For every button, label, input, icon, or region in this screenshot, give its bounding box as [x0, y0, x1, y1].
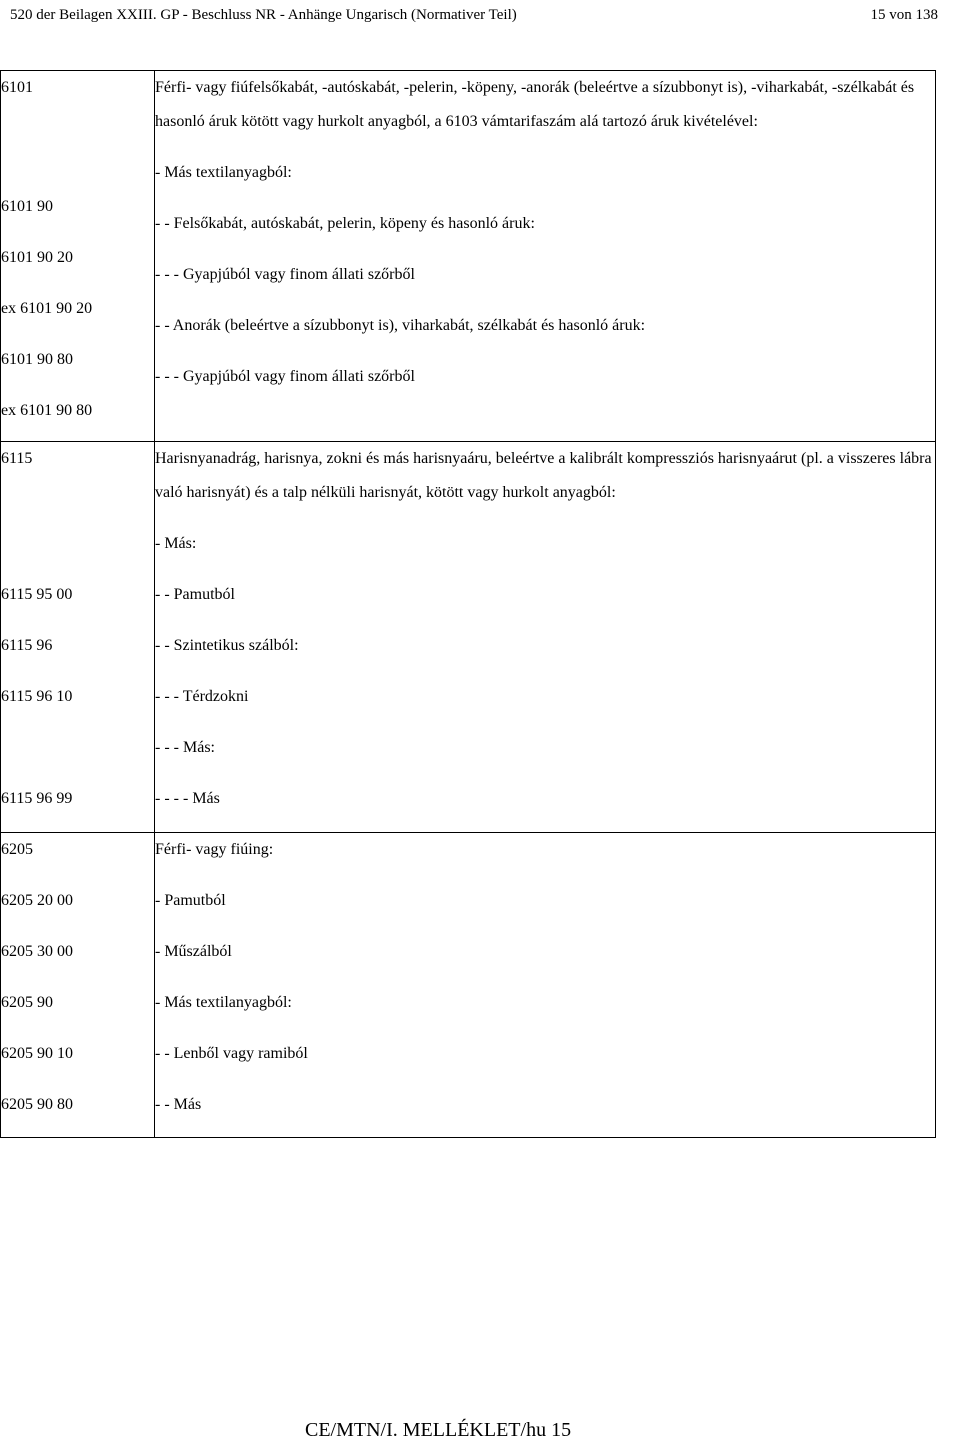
item-description: - - - Térdzokni	[155, 688, 249, 705]
tariff-code: ex 6101 90 20	[1, 300, 93, 317]
item-description: - - Pamutból	[155, 586, 235, 603]
spacer	[155, 190, 935, 207]
spacer	[1, 173, 154, 190]
spacer	[155, 561, 935, 578]
tariff-code: 6205 30 00	[1, 943, 73, 960]
spacer	[155, 241, 935, 258]
item-description: - - Más	[155, 1096, 202, 1113]
tariff-code: 6115 96 10	[1, 688, 73, 705]
tariff-code: 6115 96	[1, 637, 53, 654]
tariff-code: 6115 95 00	[1, 586, 73, 603]
tariff-code: 6205	[1, 841, 33, 858]
spacer	[155, 969, 935, 986]
spacer	[1, 612, 154, 629]
spacer	[1, 139, 154, 173]
page-number: 15 von 138	[870, 7, 938, 23]
tariff-code: 6101 90	[1, 198, 53, 215]
item-description: - Pamutból	[155, 892, 226, 909]
tariff-code: ex 6101 90 80	[1, 402, 93, 419]
tariff-code: 6101 90 20	[1, 249, 73, 266]
table-row	[1, 833, 936, 1138]
item-description: - Más:	[155, 535, 197, 552]
spacer	[155, 867, 935, 884]
spacer	[1, 510, 154, 527]
spacer	[1, 1071, 154, 1088]
spacer	[155, 714, 935, 731]
code-cell	[1, 442, 155, 833]
tariff-code: 6115 96 99	[1, 790, 73, 807]
item-description: - - Lenből vagy ramiból	[155, 1045, 308, 1062]
spacer	[155, 343, 935, 360]
table-row	[1, 71, 936, 442]
page-header-title: 520 der Beilagen XXIII. GP - Beschluss NR - Anhänge Ungarisch (Normativer Teil)	[10, 7, 517, 23]
spacer	[1, 969, 154, 986]
item-description: - - Felsőkabát, autóskabát, pelerin, köpeny és hasonló áruk:	[155, 215, 535, 232]
spacer	[1, 326, 154, 343]
tariff-code: 6101	[1, 79, 33, 96]
spacer	[1, 663, 154, 680]
spacer	[1, 867, 154, 884]
item-description: - - - - Más	[155, 790, 220, 807]
spacer	[155, 612, 935, 629]
code-cell	[1, 833, 155, 1138]
spacer	[155, 918, 935, 935]
tariff-code: 6205 20 00	[1, 892, 73, 909]
spacer	[155, 663, 935, 680]
heading-description: Férfi- vagy fiúing:	[155, 841, 274, 858]
item-description: - - Anorák (beleértve a sízubbonyt is), viharkabát, szélkabát és hasonló áruk:	[155, 317, 646, 334]
spacer	[1, 714, 154, 731]
spacer	[155, 292, 935, 309]
description-cell	[155, 442, 936, 833]
heading-description: Harisnyanadrág, harisnya, zokni és más harisnyaáru, beleértve a kalibrált kompressziós harisnyaárut (pl. a visszeres lábra való harisnyát) és a talp nélküli harisnyát, kötött vagy hurkolt anyagból:	[155, 450, 932, 501]
item-description: - - - Gyapjúból vagy finom állati szőrből	[155, 368, 415, 385]
tariff-code: 6205 90 80	[1, 1096, 73, 1113]
item-description: - - - Más:	[155, 739, 215, 756]
tariff-code: 6205 90 10	[1, 1045, 73, 1062]
item-description: - Más textilanyagból:	[155, 164, 292, 181]
tariff-code: 6205 90	[1, 994, 53, 1011]
item-description: - Műszálból	[155, 943, 232, 960]
spacer	[155, 1020, 935, 1037]
spacer	[155, 765, 935, 782]
spacer	[1, 765, 154, 782]
page-footer: CE/MTN/I. MELLÉKLET/hu 15	[305, 1419, 572, 1441]
heading-description: Férfi- vagy fiúfelsőkabát, -autóskabát, -pelerin, -köpeny, -anorák (beleértve a sízubbonyt is), -viharkabát, -szélkabát és hasonló áruk kötött vagy hurkolt anyagból, a 6103 vámtarifaszám alá tartozó áruk kivételével:	[155, 79, 915, 130]
spacer	[1, 1020, 154, 1037]
description-cell	[155, 71, 936, 442]
spacer	[1, 275, 154, 292]
spacer	[1, 918, 154, 935]
item-description: - - Szintetikus szálból:	[155, 637, 299, 654]
code-cell	[1, 71, 155, 442]
table-row	[1, 442, 936, 833]
spacer	[155, 1071, 935, 1088]
tariff-code	[1, 527, 154, 561]
tariff-code	[1, 731, 154, 765]
spacer	[1, 105, 154, 139]
item-description: - - - Gyapjúból vagy finom állati szőrből	[155, 266, 415, 283]
spacer	[1, 377, 154, 394]
description-cell	[155, 833, 936, 1138]
spacer	[1, 476, 154, 510]
spacer	[1, 224, 154, 241]
item-description: - Más textilanyagból:	[155, 994, 292, 1011]
tariff-code: 6115	[1, 450, 33, 467]
tariff-code: 6101 90 80	[1, 351, 73, 368]
tariff-table	[0, 70, 936, 1138]
spacer	[1, 561, 154, 578]
